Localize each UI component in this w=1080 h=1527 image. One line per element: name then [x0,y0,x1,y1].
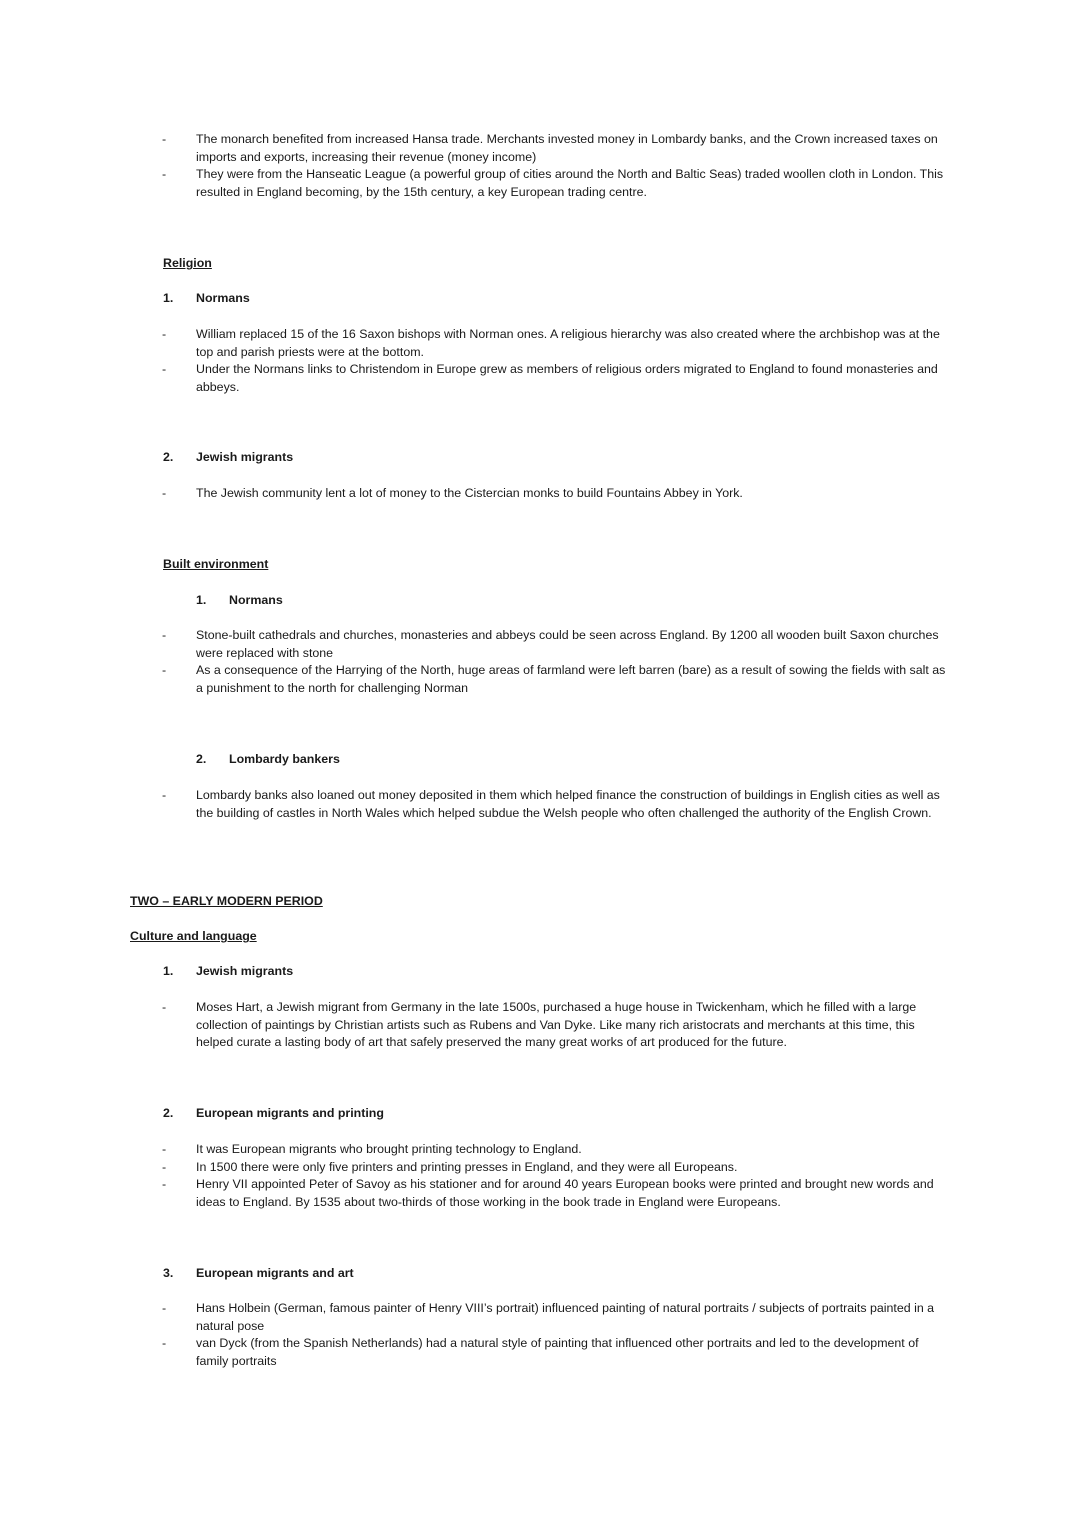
culture-printing-bullet-list [162,1141,952,1211]
list-item: - It was European migrants who brought printing technology to England. [162,1142,582,1156]
list-item: - Moses Hart, a Jewish migrant from Germany in the late 1500s, purchased a huge house in Twickenham, which he filled with a large collection of paintings by Christian artists such as Rubens and Van Dyke. Like many rich aristocrats and merchants at this time, this helped curate a lasting body of art that safely preserved the many great works of art produced for the future. [162,1000,917,1049]
built-normans-heading: 1. Normans [196,593,283,607]
built-lombardy-heading: 2. Lombardy bankers [196,752,340,766]
built-environment-heading: Built environment [163,557,269,571]
list-item: - Hans Holbein (German, famous painter of Henry VIII’s portrait) influenced painting of natural portraits / subjects of portraits painted in a natural pose [162,1301,935,1333]
list-item: - In 1500 there were only five printers and printing presses in England, and they were all Europeans. [162,1159,738,1174]
built-normans-bullet-list [162,627,952,697]
religion-normans-bullet-list [162,326,952,396]
list-item: - Stone-built cathedrals and churches, monasteries and abbeys could be seen across England. By 1200 all wooden built Saxon churches were replaced with stone [162,628,939,660]
intro-bullet-list [162,131,952,201]
culture-jewish-bullet-list [162,999,952,1052]
culture-jewish-heading: 1. Jewish migrants [163,964,294,978]
religion-jewish-heading: 2. Jewish migrants [163,450,294,464]
culture-heading: Culture and language [130,929,257,943]
religion-jewish-bullet-list [162,485,952,503]
list-item: - Henry VII appointed Peter of Savoy as his stationer and for around 40 years European books were printed and brought new words and ideas to England. By 1535 about two-thirds of those working in the book trade in England were Europeans. [162,1177,934,1209]
list-item: - Lombardy banks also loaned out money deposited in them which helped finance the construction of buildings in English cities as well as the building of castles in North Wales which helped subdue the Welsh people who often challenged the authority of the English Crown. [162,788,940,820]
list-item: - William replaced 15 of the 16 Saxon bishops with Norman ones. A religious hierarchy was also created where the archbishop was at the top and parish priests were at the bottom. [162,327,940,359]
part-two-heading: TWO – EARLY MODERN PERIOD [130,894,323,908]
religion-heading: Religion [163,256,212,270]
list-item: - van Dyck (from the Spanish Netherlands) had a natural style of painting that influenced other portraits and led to the development of family portraits [162,1336,919,1368]
list-item: - The monarch benefited from increased Hansa trade. Merchants invested money in Lombardy banks, and the Crown increased taxes on imports and exports, increasing their revenue (money income) [162,132,938,164]
list-item: - As a consequence of the Harrying of the North, huge areas of farmland were left barren (bare) as a result of sowing the fields with salt as a punishment to the north for challenging Norman [162,663,946,695]
list-item: - Under the Normans links to Christendom in Europe grew as members of religious orders migrated to England to found monasteries and abbeys. [162,362,938,394]
list-item: - The Jewish community lent a lot of money to the Cistercian monks to build Fountains Abbey in York. [162,486,743,500]
culture-art-heading: 3. European migrants and art [163,1266,354,1280]
religion-normans-heading: 1. Normans [163,291,250,305]
built-lombardy-bullet-list [162,787,952,822]
culture-art-bullet-list [162,1300,952,1370]
culture-printing-heading: 2. European migrants and printing [163,1106,384,1120]
list-item: - They were from the Hanseatic League (a powerful group of cities around the North and Baltic Seas) traded woollen cloth in London. This resulted in England becoming, by the 15th century, a key European trading centre. [162,167,944,199]
